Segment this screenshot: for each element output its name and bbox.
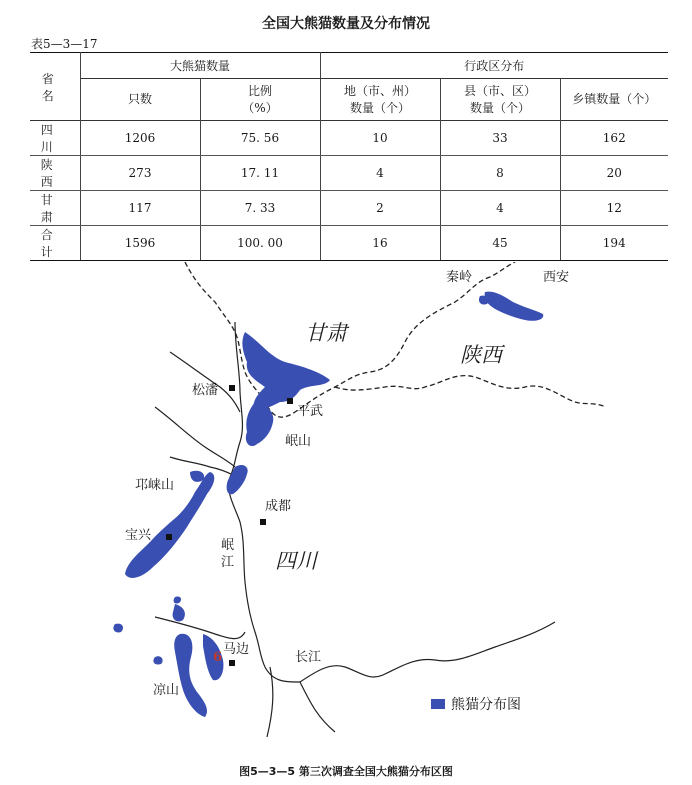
label-pingwu: 平武 [297,404,324,419]
panda-area-qinling [485,292,544,321]
panda-area-liangshan-west [174,634,207,717]
label-mabian: 马边 [223,642,250,657]
table-row [30,121,668,156]
cell-prefecture: 4 [320,156,440,191]
cell-town: 162 [560,121,668,156]
cell-province: 甘肃 [30,191,80,226]
header-ratio: 比例 （%） [200,79,320,121]
legend-label: 熊猫分布图 [451,697,521,713]
panda-table [30,52,668,261]
cell-ratio: 100. 00 [200,226,320,261]
label-songpan: 松潘 [192,383,219,398]
cell-county: 33 [440,121,560,156]
label-sichuan: 四川 [275,549,317,573]
header-group-admin: 行政区分布 [320,53,668,79]
shaanxi-boundary [335,376,606,407]
cell-ratio: 7. 33 [200,191,320,226]
cell-province: 合计 [30,226,80,261]
river-branch-6 [300,682,335,732]
cell-town: 20 [560,156,668,191]
river-branch-4 [155,617,245,639]
panda-area-small-2 [153,656,162,664]
label-liangshan: 凉山 [153,683,180,698]
header-prefecture: 地（市、州） 数量（个） [320,79,440,121]
cell-prefecture: 2 [320,191,440,226]
header-town: 乡镇数量（个） [572,92,657,106]
changjiang-river [300,622,555,682]
cell-ratio: 17. 11 [200,156,320,191]
table-row-total [30,226,668,261]
label-shaanxi: 陕西 [460,343,502,367]
cell-province: 四川 [30,121,80,156]
cell-county: 45 [440,226,560,261]
label-qionglaishan: 邛崃山 [135,478,175,493]
cell-town: 12 [560,191,668,226]
table-row [30,191,668,226]
label-gansu: 甘肃 [305,321,347,345]
page-title: 全国大熊猫数量及分布情况 [262,16,430,32]
river-branch-2 [155,407,235,467]
legend-swatch [431,699,445,709]
header-group-count: 大熊猫数量 [80,53,320,79]
label-minshan: 岷山 [285,434,312,449]
label-number-6: 6 [213,650,223,665]
label-qinling: 秦岭 [446,270,473,285]
table-row [30,156,668,191]
panda-area-small-1 [113,624,123,633]
pingwu-marker [287,398,293,404]
panda-area-minshan-south [227,465,248,494]
cell-town: 194 [560,226,668,261]
label-minjiang: 岷江 [221,538,235,570]
panda-area-qionglai-north [190,471,204,482]
baoxing-marker [166,534,172,540]
map-legend [431,694,521,714]
header-county: 县（市、区） 数量（个） [440,79,560,121]
label-xian: 西安 [543,270,570,285]
cell-count: 1206 [80,121,200,156]
cell-count: 273 [80,156,200,191]
chengdu-marker [260,519,266,525]
map-graphic [95,262,606,737]
panda-distribution-map [95,262,606,737]
label-chengdu: 成都 [265,499,292,514]
river-branch-5 [267,667,273,737]
cell-province: 陕西 [30,156,80,191]
cell-county: 8 [440,156,560,191]
label-changjiang: 长江 [295,650,322,665]
figure-caption: 图5—3—5 第三次调查全国大熊猫分布区图 [239,765,453,778]
header-province: 省 名 [30,53,80,121]
cell-count: 117 [80,191,200,226]
cell-prefecture: 16 [320,226,440,261]
cell-ratio: 75. 56 [200,121,320,156]
cell-county: 4 [440,191,560,226]
songpan-marker [229,385,235,391]
cell-count: 1596 [80,226,200,261]
panda-area-small-3 [174,597,181,604]
table-label: 表5—3—17 [31,37,98,51]
cell-prefecture: 10 [320,121,440,156]
panda-area-daxiangling [173,604,185,621]
mabian-marker [229,660,235,666]
header-count: 只数 [80,79,200,121]
label-baoxing: 宝兴 [125,528,152,543]
